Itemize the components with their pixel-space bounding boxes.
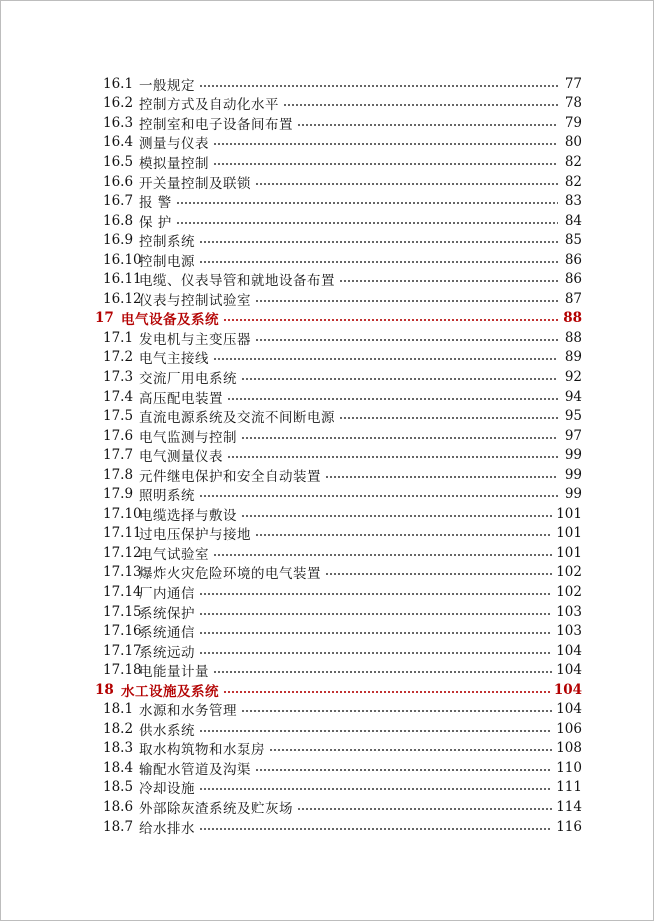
toc-section-row[interactable] [95,739,582,759]
toc-dot-leader [241,710,552,712]
toc-entry-page-number: 79 [564,114,582,131]
toc-dot-leader [269,749,552,751]
toc-section-row[interactable] [95,504,582,524]
toc-entry-title: 水源和水务管理 [139,703,237,720]
toc-dot-leader [213,554,552,556]
toc-entry-number: 18.7 [103,818,134,835]
toc-section-row[interactable] [95,230,582,250]
toc-section-row[interactable] [95,778,582,798]
toc-entry-title: 控制系统 [139,234,195,251]
toc-entry-title: 元件继电保护和安全自动装置 [139,468,321,485]
toc-entry-title: 输配水管道及沟渠 [139,761,251,778]
toc-section-row[interactable] [95,621,582,641]
toc-dot-leader [241,437,558,439]
toc-entry-number: 17.11 [103,525,142,542]
toc-entry-number: 17.14 [103,583,142,600]
toc-entry-page-number: 101 [556,505,582,522]
toc-entry-number: 17.2 [103,349,134,366]
toc-dot-leader [199,261,558,263]
toc-entry-number: 18 [95,681,114,698]
toc-entry-number: 16.8 [103,212,134,229]
toc-chapter-row[interactable] [95,309,582,329]
toc-entry-number: 16.10 [103,251,142,268]
toc-entry-page-number: 99 [564,486,582,503]
toc-dot-leader [199,828,552,830]
toc-entry-title: 电气监测与控制 [139,429,237,446]
toc-entry-number: 16.3 [103,114,134,131]
toc-entry-title: 取水构筑物和水泵房 [139,742,265,759]
toc-entry-title: 供水系统 [139,722,195,739]
toc-section-row[interactable] [95,641,582,661]
toc-dot-leader [255,769,552,771]
toc-entry-page-number: 108 [556,740,582,757]
toc-entry-page-number: 89 [564,349,582,366]
toc-section-row[interactable] [95,543,582,563]
toc-entry-page-number: 88 [564,329,582,346]
toc-entry-number: 16.4 [103,134,134,151]
toc-dot-leader [199,632,552,634]
toc-entry-page-number: 103 [556,603,582,620]
toc-entry-number: 17 [95,310,114,327]
toc-entry-title: 开关量控制及联锁 [139,175,251,192]
toc-entry-title: 系统保护 [139,605,195,622]
toc-entry-title: 控制电源 [139,253,195,270]
toc-entry-title: 测量与仪表 [139,136,209,153]
toc-dot-leader [176,222,558,224]
toc-entry-number: 16.11 [103,271,142,288]
toc-dot-leader [213,163,558,165]
toc-entry-number: 16.9 [103,232,134,249]
toc-entry-title: 电缆选择与敷设 [139,507,237,524]
toc-chapter-row[interactable] [95,680,582,700]
toc-dot-leader [297,124,558,126]
toc-dot-leader [325,573,552,575]
toc-dot-leader [199,613,552,615]
toc-entry-number: 18.2 [103,720,134,737]
toc-dot-leader [255,339,558,341]
toc-entry-title: 一般规定 [139,77,195,94]
toc-entry-page-number: 104 [553,681,582,698]
toc-entry-title: 电气测量仪表 [139,449,223,466]
toc-entry-page-number: 104 [556,642,582,659]
toc-entry-number: 17.18 [103,662,142,679]
toc-section-row[interactable] [95,660,582,680]
toc-entry-title: 控制室和电子设备间布置 [139,116,293,133]
toc-entry-page-number: 97 [564,427,582,444]
toc-entry-title: 过电压保护与接地 [139,527,251,544]
toc-entry-number: 17.6 [103,427,134,444]
toc-dot-leader [213,358,558,360]
toc-entry-number: 16.2 [103,95,134,112]
toc-entry-number: 16.12 [103,290,142,307]
toc-entry-page-number: 99 [564,466,582,483]
toc-section-row[interactable] [95,269,582,289]
toc-entry-number: 18.4 [103,759,134,776]
toc-entry-page-number: 82 [564,153,582,170]
toc-entry-page-number: 102 [556,583,582,600]
toc-dot-leader [339,280,558,282]
toc-entry-number: 17.7 [103,447,134,464]
toc-entry-page-number: 84 [564,212,582,229]
toc-entry-number: 17.1 [103,329,134,346]
toc-dot-leader [199,730,552,732]
toc-entry-title: 保 护 [139,214,172,231]
toc-section-row[interactable] [95,602,582,622]
toc-entry-number: 17.13 [103,564,142,581]
toc-dot-leader [255,183,558,185]
toc-dot-leader [325,476,558,478]
toc-entry-page-number: 111 [556,779,582,796]
toc-entry-title: 模拟量控制 [139,155,209,172]
toc-dot-leader [176,202,558,204]
toc-dot-leader [223,691,550,693]
toc-entry-page-number: 116 [556,818,582,835]
toc-entry-page-number: 92 [564,368,582,385]
toc-entry-page-number: 106 [556,720,582,737]
toc-entry-number: 17.3 [103,368,134,385]
toc-section-row[interactable] [95,348,582,368]
toc-dot-leader [199,788,552,790]
toc-section-row[interactable] [95,700,582,720]
toc-entry-page-number: 85 [564,232,582,249]
toc-dot-leader [339,417,558,419]
toc-entry-title: 厂内通信 [139,586,195,602]
toc-entry-title: 高压配电装置 [139,390,223,407]
toc-entry-title: 控制方式及自动化水平 [139,97,279,114]
toc-entry-number: 17.5 [103,408,134,425]
toc-section-row[interactable] [95,484,582,504]
toc-entry-title: 爆炸火灾危险环境的电气装置 [139,566,321,583]
toc-section-row[interactable] [95,211,582,231]
toc-section-row[interactable] [95,406,582,426]
toc-section-row[interactable] [95,524,582,544]
toc-entry-page-number: 101 [556,544,582,561]
toc-dot-leader [241,378,558,380]
toc-dot-leader [213,143,558,145]
toc-entry-title: 电气主接线 [139,351,209,368]
toc-dot-leader [199,85,558,87]
toc-section-row[interactable] [95,328,582,348]
toc-dot-leader [255,300,558,302]
toc-entry-page-number: 102 [556,564,582,581]
toc-entry-title: 系统远动 [139,644,195,661]
toc-section-row[interactable] [95,563,582,583]
toc-dot-leader [199,652,552,654]
toc-entry-page-number: 88 [563,310,582,327]
toc-dot-leader [297,808,552,810]
toc-entry-number: 17.12 [103,544,142,561]
toc-section-row[interactable] [95,426,582,446]
toc-entry-page-number: 86 [564,271,582,288]
toc-section-row[interactable] [95,719,582,739]
toc-entry-number: 16.1 [103,75,134,92]
toc-entry-page-number: 103 [556,623,582,640]
toc-dot-leader [283,104,558,106]
toc-entry-title: 发电机与主变压器 [139,331,251,348]
toc-entry-number: 17.17 [103,642,142,659]
toc-entry-number: 18.3 [103,740,134,757]
toc-entry-page-number: 77 [564,75,582,92]
toc-entry-title: 系统通信 [139,625,195,642]
toc-entry-page-number: 80 [564,134,582,151]
toc-entry-page-number: 95 [564,408,582,425]
toc-entry-page-number: 83 [564,193,582,210]
toc-entry-number: 18.5 [103,779,134,796]
toc-section-row[interactable] [95,133,582,153]
toc-section-row[interactable] [95,191,582,211]
toc-entry-page-number: 104 [556,662,582,679]
toc-entry-number: 16.6 [103,173,134,190]
toc-entry-page-number: 87 [564,290,582,307]
toc-entry-page-number: 114 [556,799,582,815]
toc-entry-page-number: 82 [564,173,582,190]
toc-entry-title: 报 警 [139,195,172,212]
toc-entry-page-number: 99 [564,447,582,464]
toc-entry-number: 16.7 [103,193,134,210]
toc-entry-title: 电能量计量 [139,664,209,681]
toc-entry-page-number: 101 [556,525,582,542]
toc-dot-leader [213,671,552,673]
toc-entry-title: 照明系统 [139,488,195,505]
toc-dot-leader [241,515,552,517]
toc-entry-title: 仪表与控制试验室 [139,292,251,309]
toc-entry-page-number: 78 [564,95,582,112]
toc-section-row[interactable] [95,367,582,387]
toc-entry-number: 18.6 [103,799,134,815]
toc-entry-title: 交流厂用电系统 [139,370,237,387]
toc-entry-number: 17.8 [103,466,134,483]
toc-entry-number: 17.15 [103,603,142,620]
toc-dot-leader [227,398,558,400]
toc-dot-leader [255,534,552,536]
toc-section-row[interactable] [95,465,582,485]
toc-section-row[interactable] [95,758,582,778]
toc-entry-title: 电缆、仪表导管和就地设备布置 [139,273,335,290]
toc-entry-title: 电气设备及系统 [121,312,219,329]
toc-section-row[interactable] [95,250,582,270]
toc-entry-title: 水工设施及系统 [121,683,219,700]
toc-section-row[interactable] [95,817,582,837]
toc-entry-page-number: 86 [564,251,582,268]
toc-section-row[interactable] [95,289,582,309]
toc-entry-title: 给水排水 [139,820,195,837]
toc-entry-page-number: 94 [564,388,582,405]
toc-dot-leader [199,241,558,243]
toc-entry-title: 直流电源系统及交流不间断电源 [139,410,335,427]
toc-section-row[interactable] [95,74,582,94]
toc-section-row[interactable] [95,582,582,602]
toc-entry-title: 电气试验室 [139,546,209,563]
toc-entry-number: 17.4 [103,388,134,405]
toc-entry-title: 外部除灰渣系统及贮灰场 [139,801,293,818]
toc-dot-leader [199,495,558,497]
toc-entry-number: 16.5 [103,153,134,170]
toc-section-row[interactable] [95,94,582,114]
toc-dot-leader [223,319,558,321]
toc-dot-leader [199,593,552,595]
toc-dot-leader [227,456,558,458]
toc-section-row[interactable] [95,172,582,192]
toc-section-row[interactable] [95,152,582,172]
toc-section-row[interactable] [95,387,582,407]
toc-entry-number: 18.1 [103,701,134,718]
toc-section-row[interactable] [95,797,582,817]
toc-entry-number: 17.16 [103,623,142,640]
toc-entry-number: 17.10 [103,505,142,522]
toc-section-row[interactable] [95,113,582,133]
toc-entry-title: 冷却设施 [139,781,195,798]
toc-section-row[interactable] [95,445,582,465]
toc-entry-number: 17.9 [103,486,134,503]
toc-entry-page-number: 110 [556,759,582,776]
toc-entry-page-number: 104 [556,701,582,718]
table-of-contents [95,74,582,836]
